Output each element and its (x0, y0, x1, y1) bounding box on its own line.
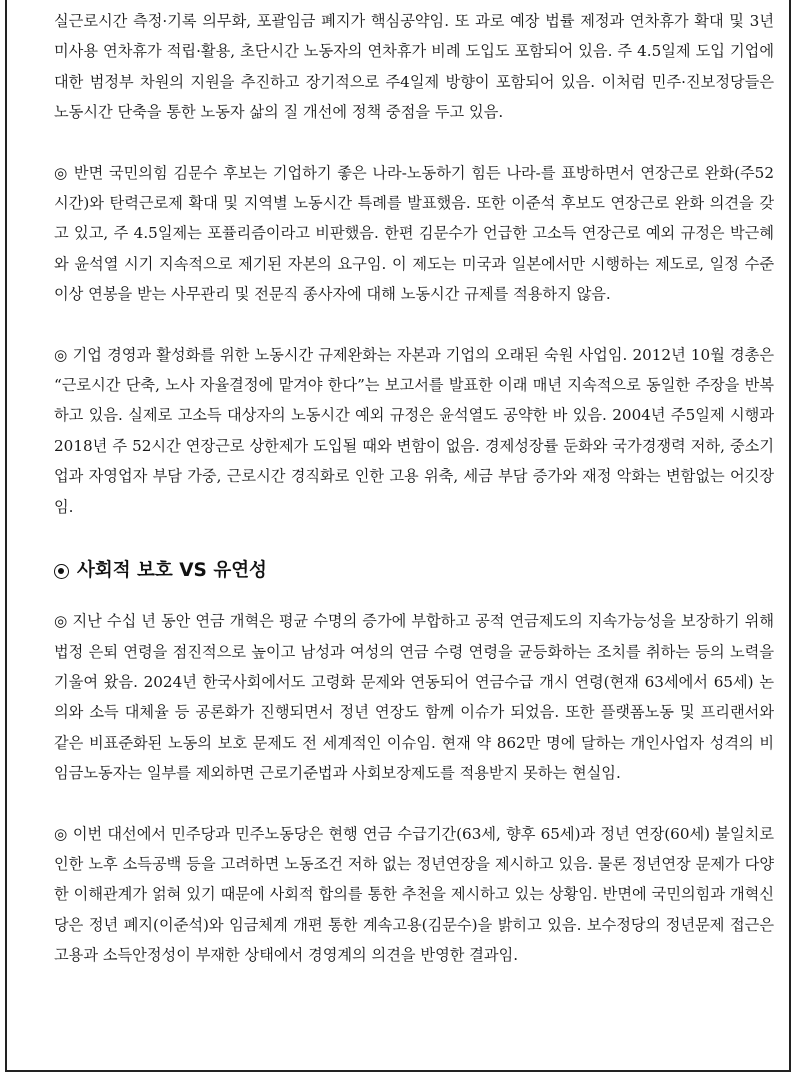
paragraph-business-demands: ◎ 기업 경영과 활성화를 위한 노동시간 규제완화는 자본과 기업의 오래된 숙원 사업임. 2012년 10월 경총은 “근로시간 단축, 노사 자율결정에 맡겨야 한다”는 보고서를 발표한 이래 매년 지속적으로 동일한 주장을 반복하고 있음. 실제로 고소득 대상자의 노동시간 예외 규정은 윤석열도 공약한 바 있음. 2004년 주5일제 시행과 2018년 주 52시간 연장근로 상한제가 도입될 때와 변함이 없음. 경제성장률 둔화와 국가경쟁력 저하, 중소기업과 자영업자 부담 가중, 근로시간 경직화로 인한 고용 위축, 세금 부담 증가와 재정 악화는 변함없는 어깃장임. (54, 345, 774, 516)
document-body (54, 6, 774, 971)
circled-dot-bullet-icon (54, 564, 69, 579)
paragraph-work-hours-progressive: 실근로시간 측정·기록 의무화, 포괄임금 폐지가 핵심공약임. 또 과로 예장 법률 제정과 연차휴가 확대 및 3년 미사용 연차휴가 적립·활용, 초단시간 노동자의 연차휴가 비례 도입도 포함되어 있음. 주 4.5일제 도입 기업에 대한 범정부 차원의 지원을 추진하고 장기적으로 주4일제 방향이 포함되어 있음. 이처럼 민주·진보정당들은 노동시간 단축을 통한 노동자 삶의 질 개선에 정책 중점을 두고 있음. (54, 12, 774, 122)
section-heading-text: 사회적 보호 VS 유연성 (77, 560, 267, 582)
paragraph-conservative-deregulation: ◎ 반면 국민의힘 김문수 후보는 기업하기 좋은 나라-노동하기 힘든 나라-를 표방하면서 연장근로 완화(주52시간)와 탄력근로제 확대 및 지역별 노동시간 특례를 발표했음. 또한 이준석 후보도 연장근로 완화 의견을 갖고 있고, 주 4.5일제는 포퓰리즘이라고 비판했음. 한편 김문수가 언급한 고소득 연장근로 예외 규정은 박근혜와 윤석열 시기 지속적으로 제기된 자본의 요구임. 이 제도는 미국과 일본에서만 시행하는 제도로, 일정 수준 이상 연봉을 받는 사무관리 및 전문직 종사자에 대해 노동시간 규제를 적용하지 않음. (54, 163, 774, 304)
paragraph-pension-reform: ◎ 지난 수십 년 동안 연금 개혁은 평균 수명의 증가에 부합하고 공적 연금제도의 지속가능성을 보장하기 위해 법정 은퇴 연령을 점진적으로 높이고 남성과 여성의 연금 수령 연령을 균등화하는 조치를 취하는 등의 노력을 기울여 왔음. 2024년 한국사회에서도 고령화 문제와 연동되어 연금수급 개시 연령(현재 63세에서 65세) 논의와 소득 대체율 등 공론화가 진행되면서 정년 연장도 함께 이슈가 되었음. 또한 플랫폼노동 및 프리랜서와 같은 비표준화된 노동의 보호 문제도 전 세계적인 이슈임. 현재 약 862만 명에 달하는 개인사업자 성격의 비임금노동자는 일부를 제외하면 근로기준법과 사회보장제도를 적용받지 못하는 현실임. (54, 612, 774, 783)
section-heading (54, 556, 774, 586)
paragraph-retirement-age: ◎ 이번 대선에서 민주당과 민주노동당은 현행 연금 수급기간(63세, 향후 65세)과 정년 연장(60세) 불일치로 인한 노후 소득공백 등을 고려하면 노동조건 저하 없는 정년연장을 제시하고 있음. 물론 정년연장 문제가 다양한 이해관계가 얽혀 있기 때문에 사회적 합의를 통한 추천을 제시하고 있는 상황임. 반면에 국민의힘과 개혁신당은 정년 폐지(이준석)와 임금체계 개편 통한 계속고용(김문수)을 밝히고 있음. 보수정당의 정년문제 접근은 고용과 소득안정성이 부재한 상태에서 경영계의 의견을 반영한 결과임. (54, 824, 774, 965)
